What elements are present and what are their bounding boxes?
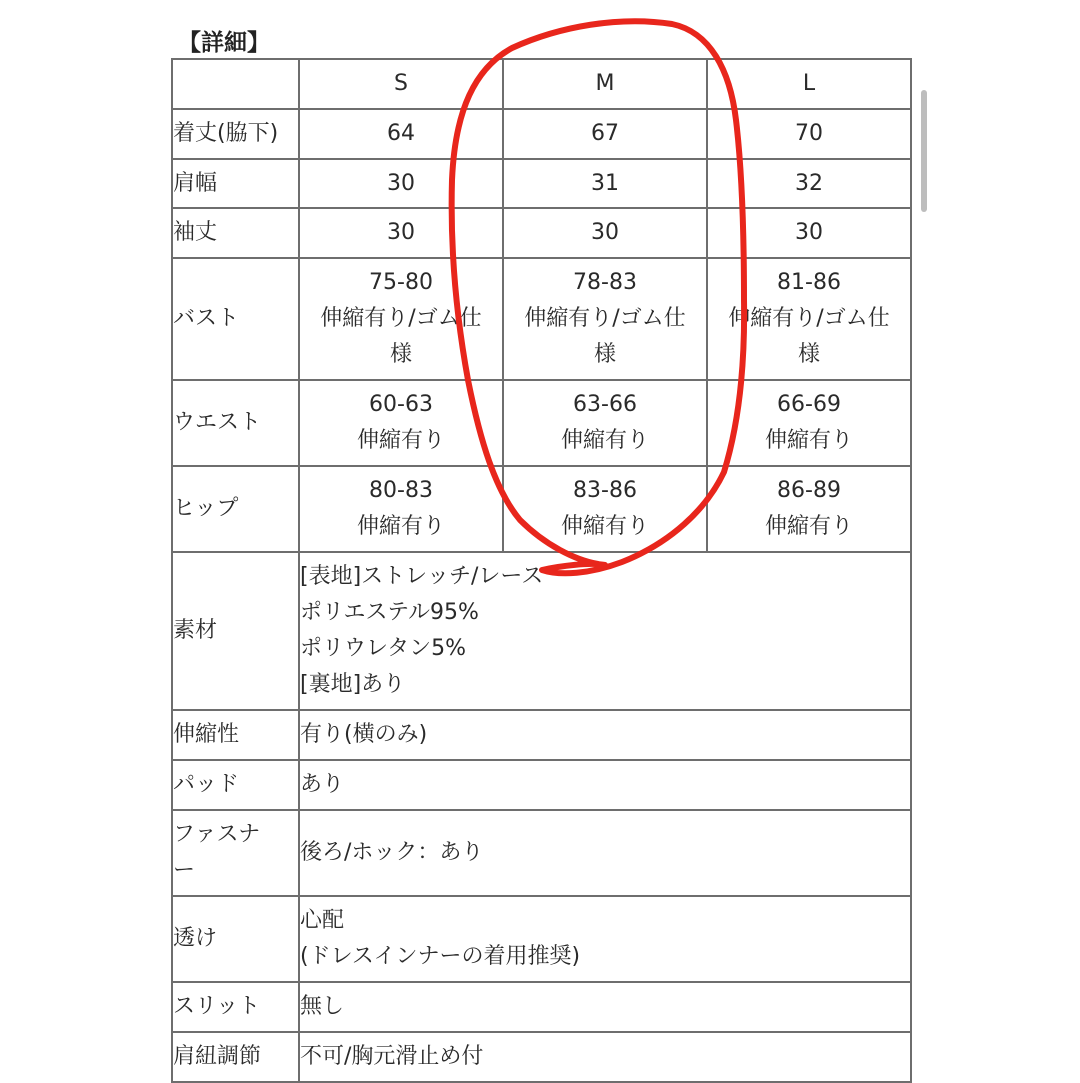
detail-label: [172, 810, 299, 896]
cell-text-line: 75-80: [369, 270, 433, 295]
cell-text-line: 67: [591, 121, 619, 146]
cell-text-line: ー: [173, 858, 196, 883]
detail-value: [299, 982, 911, 1032]
cell-text-line: 様: [593, 342, 616, 367]
size-header-l: L: [707, 59, 911, 109]
cell-text-line: 伸縮有り: [356, 514, 445, 539]
cell-text-line: 60-63: [369, 392, 433, 417]
row-label: 肩幅: [172, 159, 299, 208]
cell-text-line: (ドレスインナーの着用推奨): [300, 944, 581, 969]
cell-text-line: 30: [795, 220, 823, 245]
detail-label: [172, 896, 299, 982]
cell-text-line: 伸縮有り/ゴム仕: [524, 306, 686, 331]
cell-text-line: 30: [591, 220, 619, 245]
cell-text-line: 透け: [173, 926, 218, 951]
cell-text-line: ファスナ: [173, 822, 261, 847]
detail-row: [172, 760, 911, 810]
cell-text-line: 66-69: [777, 392, 841, 417]
size-header-row: [172, 59, 911, 109]
measurement-row: [172, 380, 911, 466]
cell-text-line: 伸縮有り/ゴム仕: [320, 306, 482, 331]
row-label: バスト: [172, 258, 299, 380]
cell-text-line: 伸縮有り/ゴム仕: [728, 306, 890, 331]
scrollbar[interactable]: [921, 90, 927, 212]
detail-value: [299, 552, 911, 710]
measurement-cell: [503, 109, 707, 159]
measurement-row: [172, 258, 911, 380]
detail-row: [172, 552, 911, 710]
detail-label: [172, 760, 299, 810]
measurement-row: [172, 159, 911, 208]
detail-label: [172, 982, 299, 1032]
cell-text-line: 81-86: [777, 270, 841, 295]
cell-text-line: 63-66: [573, 392, 637, 417]
cell-text-line: 70: [795, 121, 823, 146]
detail-value: [299, 710, 911, 760]
size-spec-table: [171, 58, 912, 1083]
measurement-cell: [707, 109, 911, 159]
cell-text-line: 後ろ/ホック：あり: [300, 840, 484, 865]
cell-text-line: 肩紐調節: [173, 1044, 262, 1069]
measurement-cell: [299, 466, 503, 552]
cell-text-line: 31: [591, 170, 619, 196]
measurement-cell: [503, 258, 707, 380]
cell-text-line: 78-83: [573, 270, 637, 295]
cell-text-line: 伸縮有り: [356, 428, 445, 453]
cell-text-line: パッド: [173, 772, 240, 797]
cell-text-line: 80-83: [369, 478, 433, 503]
detail-label: [172, 552, 299, 710]
measurement-cell: [299, 380, 503, 466]
measurement-cell: [503, 380, 707, 466]
header-corner-cell: [172, 59, 299, 109]
measurement-cell: [299, 109, 503, 159]
detail-row: [172, 810, 911, 896]
detail-row: [172, 982, 911, 1032]
cell-text-line: 伸縮有り: [560, 514, 649, 539]
detail-value: [299, 810, 911, 896]
measurement-cell: [707, 208, 911, 258]
detail-label: [172, 1032, 299, 1082]
cell-text-line: 有り(横のみ): [300, 722, 428, 747]
cell-text-line: スリット: [173, 994, 261, 1019]
size-header-s: S: [299, 59, 503, 109]
measurement-cell: [707, 258, 911, 380]
cell-text-line: 83-86: [573, 478, 637, 503]
measurement-cell: [707, 466, 911, 552]
cell-text-line: 伸縮有り: [560, 428, 649, 453]
measurement-cell: [503, 208, 707, 258]
measurement-cell: [503, 159, 707, 208]
cell-text-line: [裏地]あり: [300, 672, 406, 697]
row-label: 袖丈: [172, 208, 299, 258]
measurement-row: [172, 466, 911, 552]
cell-text-line: 様: [389, 342, 412, 367]
cell-text-line: 86-89: [777, 478, 841, 503]
measurement-cell: [503, 466, 707, 552]
detail-row: [172, 896, 911, 982]
detail-row: [172, 710, 911, 760]
section-title: 【詳細】: [178, 30, 270, 56]
measurement-cell: [707, 380, 911, 466]
measurement-cell: [299, 258, 503, 380]
row-label: ウエスト: [172, 380, 299, 466]
cell-text-line: ポリウレタン5%: [300, 636, 467, 661]
cell-text-line: 30: [387, 170, 415, 196]
cell-text-line: 不可/胸元滑止め付: [300, 1044, 484, 1069]
row-label: 着丈(脇下): [172, 109, 299, 159]
detail-value: [299, 1032, 911, 1082]
cell-text-line: [表地]ストレッチ/レース: [300, 564, 544, 589]
cell-text-line: 様: [797, 342, 820, 367]
measurement-row: [172, 208, 911, 258]
cell-text-line: 心配: [300, 908, 345, 933]
cell-text-line: 30: [387, 220, 415, 245]
cell-text-line: 伸縮有り: [764, 514, 853, 539]
detail-row: [172, 1032, 911, 1082]
measurement-cell: [299, 159, 503, 208]
measurement-cell: [299, 208, 503, 258]
detail-value: [299, 760, 911, 810]
measurement-row: [172, 109, 911, 159]
cell-text-line: ポリエステル95%: [300, 600, 479, 625]
detail-label: [172, 710, 299, 760]
row-label: ヒップ: [172, 466, 299, 552]
cell-text-line: 素材: [173, 618, 218, 643]
cell-text-line: あり: [300, 772, 345, 797]
measurement-cell: [707, 159, 911, 208]
cell-text-line: 伸縮性: [173, 722, 240, 747]
cell-text-line: 無し: [300, 994, 345, 1019]
detail-value: [299, 896, 911, 982]
cell-text-line: 32: [795, 170, 823, 196]
cell-text-line: 64: [387, 121, 415, 146]
size-header-m: M: [503, 59, 707, 109]
cell-text-line: 伸縮有り: [764, 428, 853, 453]
